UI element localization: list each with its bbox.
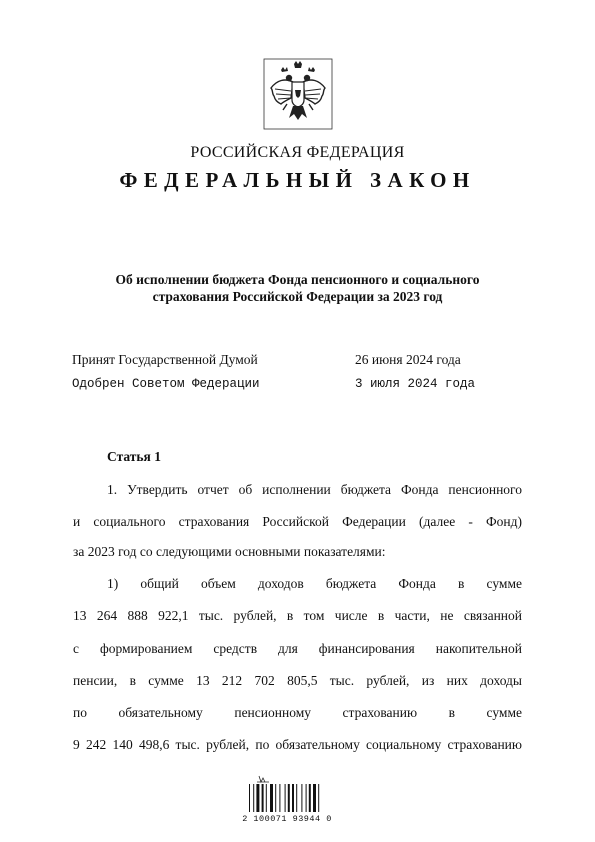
barcode-stripe — [318, 784, 319, 812]
barcode-stripe — [301, 784, 302, 812]
barcode-stripe — [275, 784, 276, 812]
barcode-stripe — [292, 784, 294, 812]
barcode-stripe — [309, 784, 311, 812]
article-text-line: и социального страхования Российской Федерации (далее - Фонд) — [73, 514, 522, 529]
barcode-icon — [247, 774, 327, 814]
barcode-stripe — [306, 784, 307, 812]
coat-of-arms-icon — [263, 58, 333, 130]
barcode-stripe — [288, 784, 290, 812]
article-text-line: 1) общий объем доходов бюджета Фонда в сумме — [107, 576, 522, 591]
article-text-line: 13 264 888 922,1 тыс. рублей, в том числе в части, не связанной — [73, 608, 522, 623]
article-text-line: по обязательному пенсионному страхованию в сумме — [73, 705, 522, 720]
adoption-label: Принят Государственной Думой — [72, 352, 258, 367]
law-title — [80, 271, 515, 305]
barcode-stripe — [279, 784, 280, 812]
barcode-stripe — [266, 784, 267, 812]
adoption-row-duma — [72, 352, 532, 368]
barcode-stripe — [262, 784, 264, 812]
barcode-stripe — [270, 784, 273, 812]
barcode — [237, 774, 337, 826]
barcode-stripe — [285, 784, 286, 812]
barcode-stripe — [256, 784, 259, 812]
article-heading: Статья 1 — [107, 449, 161, 464]
adoption-date: 26 июня 2024 года — [355, 352, 461, 367]
adoption-label: Одобрен Советом Федерации — [72, 377, 260, 391]
adoption-row-federation-council — [72, 377, 532, 391]
law-title-line: страхования Российской Федерации за 2023 год — [152, 289, 443, 304]
article-text-line: за 2023 год со следующими основными показателями: — [73, 544, 386, 559]
adoption-date: 3 июля 2024 года — [355, 377, 476, 391]
article-text-line: 9 242 140 498,6 тыс. рублей, по обязательному социальному страхованию — [73, 737, 522, 752]
country-name: РОССИЙСКАЯ ФЕДЕРАЦИЯ — [190, 144, 405, 161]
document-type: ФЕДЕРАЛЬНЫЙ ЗАКОН — [119, 168, 476, 192]
barcode-number: 2 100071 93944 0 — [242, 814, 332, 824]
barcode-stripe — [296, 784, 297, 812]
law-title-line: Об исполнении бюджета Фонда пенсионного и социального — [115, 272, 480, 287]
barcode-stripe — [253, 784, 254, 812]
article-text-line: 1. Утвердить отчет об исполнении бюджета Фонда пенсионного — [107, 482, 522, 497]
article-text-line: с формированием средств для финансирования накопительной — [73, 641, 522, 656]
article-text-line: пенсии, в сумме 13 212 702 805,5 тыс. рублей, из них доходы — [73, 673, 522, 688]
barcode-stripe — [313, 784, 316, 812]
barcode-stripe — [249, 784, 250, 812]
